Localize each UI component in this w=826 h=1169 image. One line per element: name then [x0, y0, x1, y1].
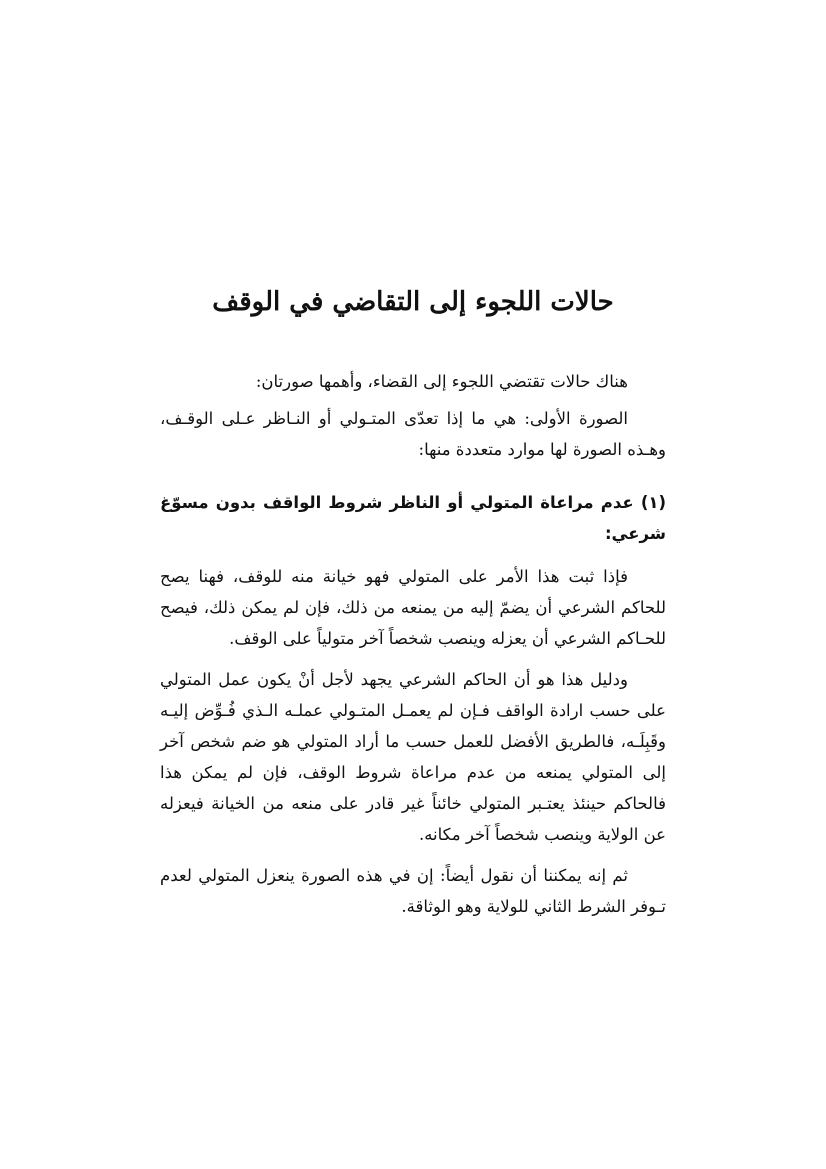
first-form-paragraph: الصورة الأولى: هي ما إذا تعدّى المتـولي أو النـاظر عـلى الوقـف، وهـذه الصورة لها موارد متعددة منها:	[160, 409, 666, 459]
page-body	[160, 366, 666, 932]
page-title: حالات اللجوء إلى التقاضي في الوقف	[212, 287, 614, 317]
body-paragraph-3: ثم إنه يمكننا أن نقول أيضاً: إن في هذه الصورة ينعزل المتولي لعدم تـوفر الشرط الثاني للولاية وهو الوثاقة.	[160, 866, 666, 916]
body-paragraph-1: فإذا ثبت هذا الأمر على المتولي فهو خيانة منه للوقف، فهنا يصح للحاكم الشرعي أن يضمّ إليه من يمنعه من ذلك، فإن لم يمكن ذلك، فيصح للحـاكم الشرعي أن يعزله وينصب شخصاً آخر متولياً على الوقف.	[160, 567, 666, 648]
section-subheading: (١) عدم مراعاة المتولي أو الناظر شروط الواقف بدون مسوّغ شرعي:	[160, 493, 666, 543]
intro-paragraph: هناك حالات تقتضي اللجوء إلى القضاء، وأهمها صورتان:	[255, 372, 628, 391]
body-paragraph-2: ودليل هذا هو أن الحاكم الشرعي يجهد لأجل أنْ يكون عمل المتولي على حسب ارادة الواقف فـإن لم يعمـل المتـولي عملـه الـذي فُـوِّض إليـه وقَبِلَـه، فالطريق الأفضل للعمل حسب ما أراد المتولي هو ضم شخص آخر إلى المتولي يمنعه من عدم مراعاة شروط الوقف، فإن لم يمكن هذا فالحاكم حينئذ يعتـبر المتولي خائناً غير قادر على منعه من الخيانة فيعزله عن الولاية وينصب شخصاً آخر مكانه.	[160, 670, 666, 844]
